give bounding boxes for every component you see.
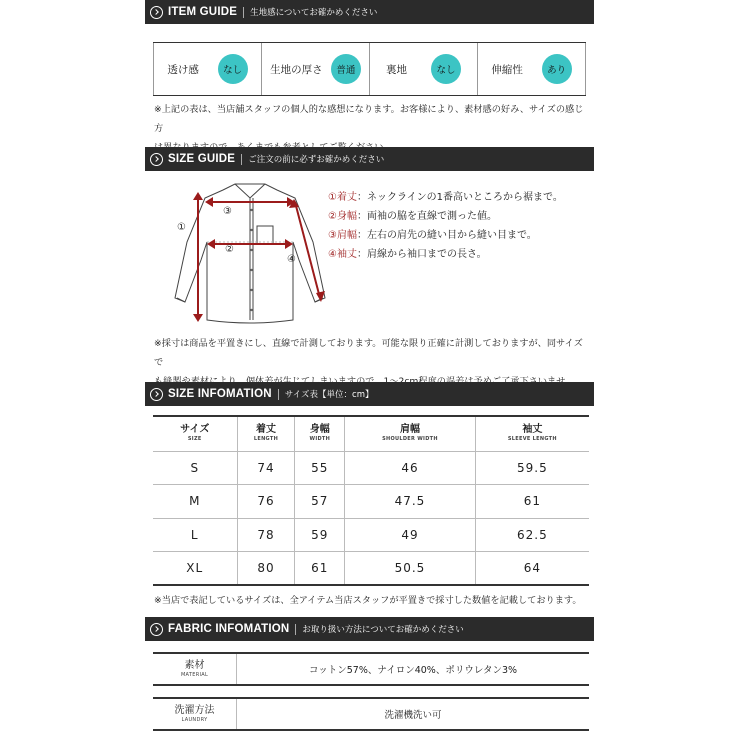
table-cell: 61 bbox=[295, 552, 345, 586]
table-cell: 74 bbox=[237, 451, 295, 485]
guide-cell-thickness bbox=[262, 43, 370, 95]
size-table-header-row bbox=[153, 416, 589, 451]
table-row bbox=[153, 451, 589, 485]
measure-item-length: ①着丈：ネックラインの1番高いところから裾まで。 bbox=[328, 192, 563, 203]
table-cell: 80 bbox=[237, 552, 295, 586]
col-header-sleeve: 袖丈 SLEEVE LENGTH bbox=[475, 416, 589, 451]
col-header-size: サイズ SIZE bbox=[153, 416, 237, 451]
table-row bbox=[153, 552, 589, 586]
table-cell: L bbox=[153, 518, 237, 552]
guide-value-badge: なし bbox=[431, 54, 461, 84]
divider bbox=[295, 624, 296, 635]
measure-item-sleeve: ④袖丈：肩線から袖口までの長さ。 bbox=[328, 249, 487, 260]
table-cell: 59.5 bbox=[475, 451, 589, 485]
fabric-info-title: FABRIC INFOMATION bbox=[168, 623, 290, 635]
guide-value-badge: あり bbox=[542, 54, 572, 84]
table-cell: M bbox=[153, 485, 237, 519]
item-guide-header bbox=[145, 0, 594, 24]
fabric-value: コットン57%、ナイロン40%、ポリウレタン3% bbox=[308, 665, 518, 676]
fabric-label bbox=[153, 654, 237, 684]
table-cell: 76 bbox=[237, 485, 295, 519]
guide-cell-stretch bbox=[478, 43, 586, 95]
diagram-label-1: ① bbox=[177, 222, 186, 233]
table-cell: 59 bbox=[295, 518, 345, 552]
size-guide-header bbox=[145, 147, 594, 171]
col-header-shoulder: 肩幅 SHOULDER WIDTH bbox=[345, 416, 476, 451]
fabric-info-subtitle: お取り扱い方法についてお確かめください bbox=[302, 625, 464, 635]
fabric-label-jp: 素材 bbox=[184, 659, 205, 671]
table-cell: 50.5 bbox=[345, 552, 476, 586]
fabric-info-header bbox=[145, 617, 594, 641]
fabric-label-en: MATERIAL bbox=[180, 671, 209, 678]
table-cell: 55 bbox=[295, 451, 345, 485]
table-cell: 57 bbox=[295, 485, 345, 519]
table-cell: 49 bbox=[345, 518, 476, 552]
size-guide-title: SIZE GUIDE bbox=[168, 153, 236, 165]
table-cell: 61 bbox=[475, 485, 589, 519]
guide-label: 生地の厚さ bbox=[270, 63, 323, 76]
size-info-note: ※当店で表記しているサイズは、全アイテム当店スタッフが平置きで採寸した数値を記載しております。 bbox=[154, 595, 582, 606]
table-cell: 46 bbox=[345, 451, 476, 485]
size-info-title: SIZE INFOMATION bbox=[168, 388, 272, 400]
size-guide-subtitle: ご注文の前に必ずお確かめください bbox=[248, 155, 385, 165]
table-cell: XL bbox=[153, 552, 237, 586]
note-line: ※採寸は商品を平置きにし、直線で計測しております。可能な限り正確に計測しておりますが、同サイズで bbox=[154, 338, 583, 368]
shirt-illustration bbox=[165, 180, 335, 330]
diagram-label-3: ③ bbox=[223, 206, 232, 217]
table-cell: 47.5 bbox=[345, 485, 476, 519]
divider bbox=[278, 389, 279, 400]
guide-label: 透け感 bbox=[167, 63, 199, 76]
fabric-value: 洗濯機洗い可 bbox=[384, 710, 442, 721]
table-cell: 78 bbox=[237, 518, 295, 552]
shirt-diagram bbox=[165, 180, 335, 330]
circle-chevron-icon bbox=[150, 388, 163, 401]
guide-cell-transparency bbox=[153, 43, 262, 95]
fabric-row-laundry bbox=[153, 697, 589, 731]
size-table bbox=[153, 415, 589, 586]
fabric-label-en: LAUNDRY bbox=[181, 716, 208, 723]
table-cell: S bbox=[153, 451, 237, 485]
circle-chevron-icon bbox=[150, 6, 163, 19]
item-guide-title: ITEM GUIDE bbox=[168, 6, 238, 18]
guide-value-badge: なし bbox=[218, 54, 248, 84]
table-row bbox=[153, 518, 589, 552]
fabric-label bbox=[153, 699, 237, 729]
diagram-label-4: ④ bbox=[287, 254, 296, 265]
size-info-header bbox=[145, 382, 594, 406]
fabric-label-jp: 洗濯方法 bbox=[174, 704, 215, 716]
measure-item-shoulder: ③肩幅：左右の肩先の縫い目から縫い目まで。 bbox=[328, 230, 537, 241]
guide-label: 裏地 bbox=[386, 63, 407, 76]
measurement-list bbox=[328, 188, 563, 264]
guide-value-badge: 普通 bbox=[331, 54, 361, 84]
item-guide-subtitle: 生地感についてお確かめください bbox=[250, 8, 378, 18]
divider bbox=[243, 7, 244, 18]
guide-label: 伸縮性 bbox=[491, 63, 523, 76]
table-cell: 62.5 bbox=[475, 518, 589, 552]
diagram-label-2: ② bbox=[225, 244, 234, 255]
divider bbox=[241, 154, 242, 165]
note-line: ※上記の表は、当店舗スタッフの個人的な感想になります。お客様により、素材感の好み、サイズの感じ方 bbox=[154, 104, 584, 134]
col-header-width: 身幅 WIDTH bbox=[295, 416, 345, 451]
size-info-subtitle: サイズ表【単位：cm】 bbox=[284, 390, 374, 400]
measure-item-width: ②身幅：両袖の脇を直線で測った値。 bbox=[328, 211, 497, 222]
item-guide-table bbox=[153, 42, 586, 96]
guide-cell-lining bbox=[370, 43, 478, 95]
table-cell: 64 bbox=[475, 552, 589, 586]
col-header-length: 着丈 LENGTH bbox=[237, 416, 295, 451]
fabric-row-material bbox=[153, 652, 589, 686]
table-row bbox=[153, 485, 589, 519]
circle-chevron-icon bbox=[150, 623, 163, 636]
circle-chevron-icon bbox=[150, 153, 163, 166]
